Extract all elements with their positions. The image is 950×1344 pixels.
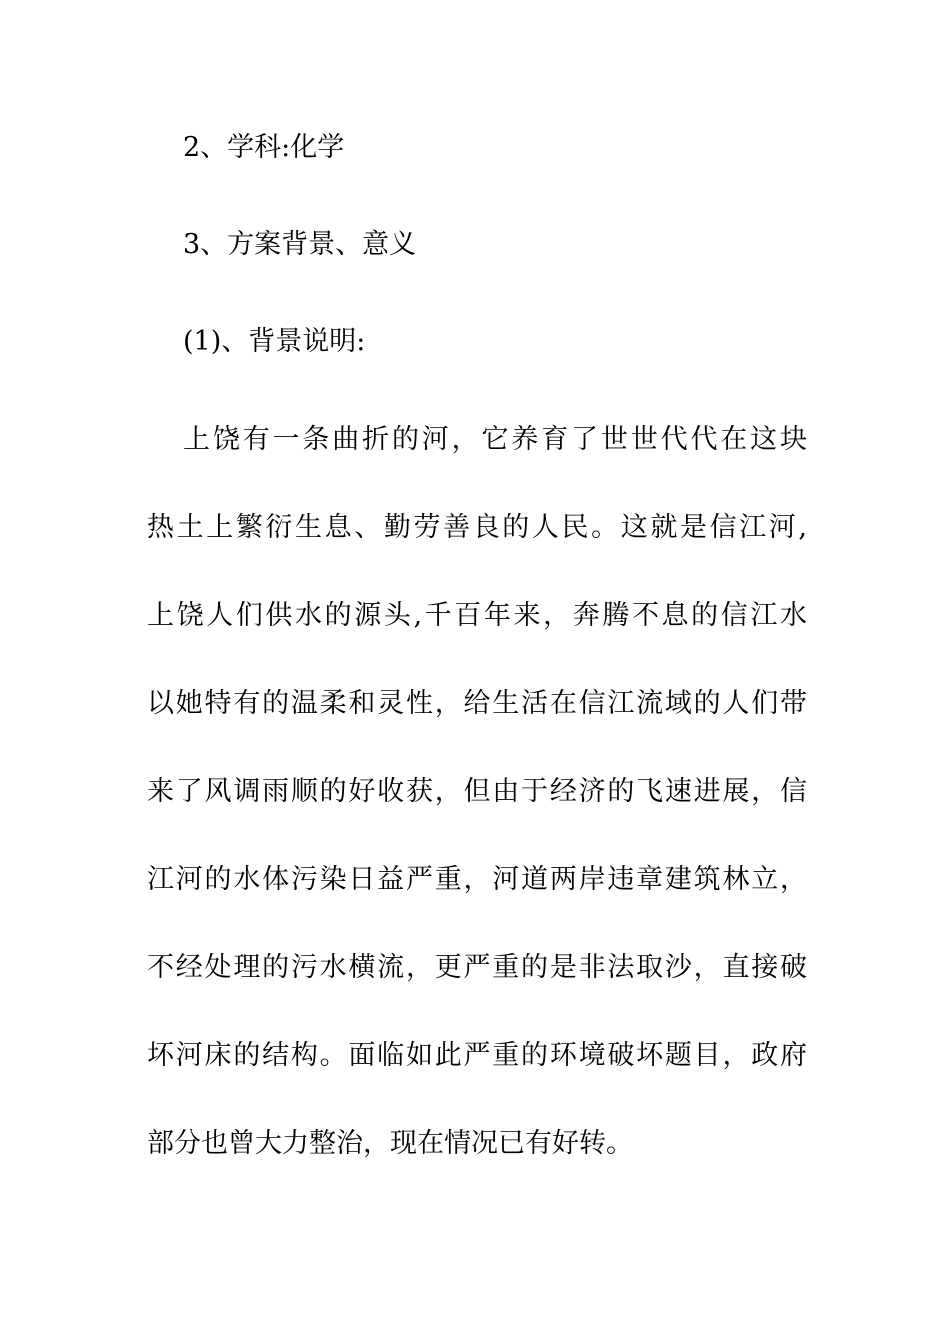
- heading-background: 3、方案背景、意义: [183, 229, 417, 260]
- paragraph-line: 上饶人们供水的源头,千百年来，奔腾不息的信江水: [147, 600, 807, 631]
- heading-background-note: (1)、背景说明:: [183, 326, 366, 357]
- paragraph-line: 坏河床的结构。面临如此严重的环境破坏题目，政府: [147, 1040, 807, 1071]
- paragraph-line: 上饶有一条曲折的河，它养育了世世代代在这块: [183, 424, 807, 455]
- paragraph-line: 不经处理的污水横流，更严重的是非法取沙，直接破: [147, 952, 807, 983]
- paragraph-line: 部分也曾大力整治，现在情况已有好转。: [147, 1128, 633, 1159]
- heading-subject: 2、学科:化学: [183, 132, 345, 163]
- paragraph-line: 以她特有的温柔和灵性，给生活在信江流域的人们带: [147, 688, 807, 719]
- paragraph-line: 江河的水体污染日益严重，河道两岸违章建筑林立，: [147, 864, 807, 895]
- paragraph-line: 热土上繁衍生息、勤劳善良的人民。这就是信江河,: [147, 512, 807, 543]
- paragraph-line: 来了风调雨顺的好收获，但由于经济的飞速进展，信: [147, 776, 807, 807]
